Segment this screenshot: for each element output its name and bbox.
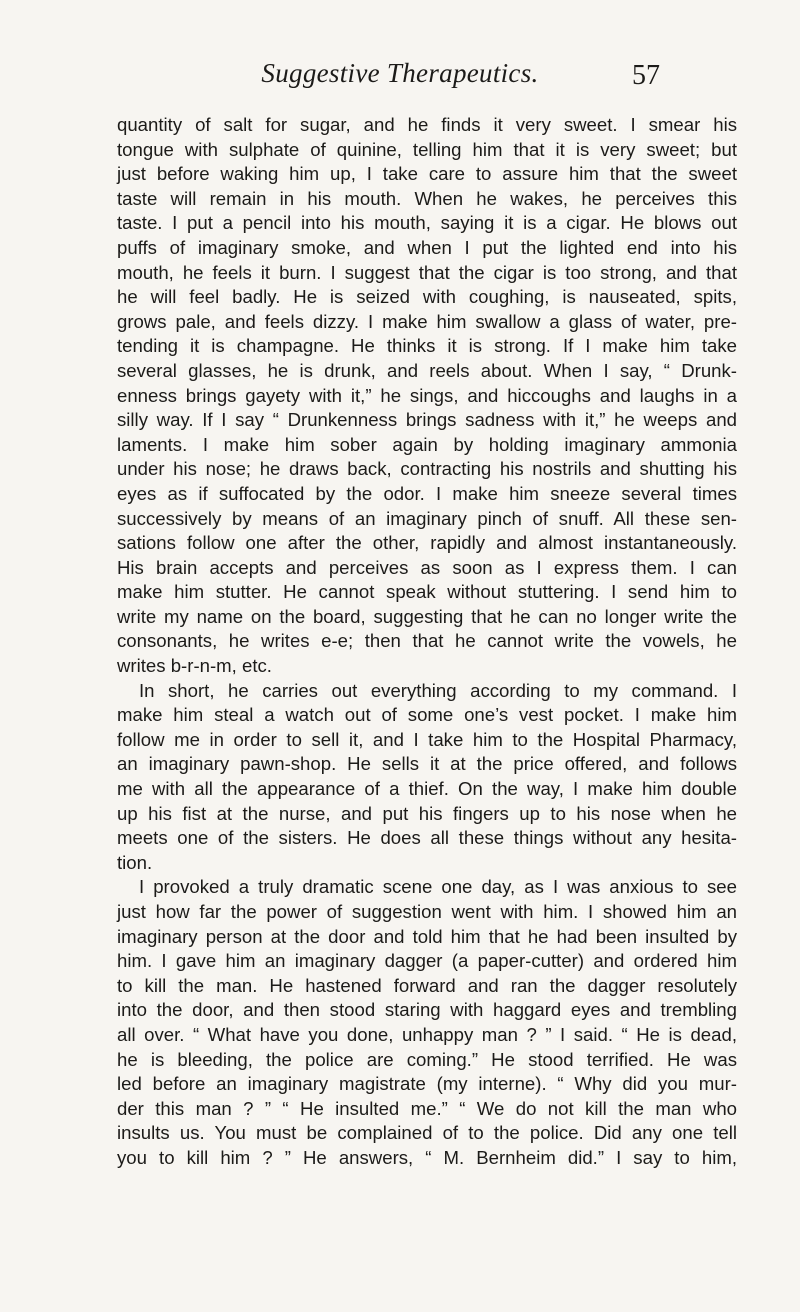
text-line: to kill the man. He hastened forward and ran the dagger resolutely xyxy=(117,974,737,996)
text-line: he will feel badly. He is seized with coughing, is nauseated, spits, xyxy=(117,286,737,308)
text-line: tongue with sulphate of quinine, telling him that it is very sweet; but xyxy=(117,138,737,160)
text-line: taste. I put a pencil into his mouth, saying it is a cigar. He blows out xyxy=(117,212,737,234)
text-line: follow me in order to sell it, and I take him to the Hospital Pharmacy, xyxy=(117,728,737,750)
text-line: into the door, and then stood staring with haggard eyes and trembling xyxy=(117,999,737,1021)
text-line: laments. I make him sober again by holding imaginary ammonia xyxy=(117,433,737,455)
text-line: taste will remain in his mouth. When he wakes, he perceives this xyxy=(117,187,737,209)
text-line: you to kill him ? ” He answers, “ M. Bernheim did.” I say to him, xyxy=(117,1146,737,1168)
paragraph xyxy=(117,113,737,679)
text-line: write my name on the board, suggesting that he can no longer write the xyxy=(117,605,737,627)
text-line: he is bleeding, the police are coming.” He stood terrified. He was xyxy=(117,1048,737,1070)
text-line: him. I gave him an imaginary dagger (a paper-cutter) and ordered him xyxy=(117,950,737,972)
text-line: tending it is champagne. He thinks it is strong. If I make him take xyxy=(117,335,737,357)
text-line: several glasses, he is drunk, and reels about. When I say, “ Drunk- xyxy=(117,359,737,381)
text-line: imaginary person at the door and told him that he had been insulted by xyxy=(117,925,737,947)
text-line: quantity of salt for sugar, and he finds it very sweet. I smear his xyxy=(117,114,737,135)
text-line: sations follow one after the other, rapidly and almost instantaneously. xyxy=(117,532,737,554)
text-line: writes b-r-n-m, etc. xyxy=(117,655,272,677)
page-number: 57 xyxy=(632,60,660,91)
text-line: meets one of the sisters. He does all these things without any hesita- xyxy=(117,827,737,849)
text-line: insults us. You must be complained of to the police. Did any one tell xyxy=(117,1122,737,1144)
text-line: up his fist at the nurse, and put his fingers up to his nose when he xyxy=(117,802,737,824)
text-line: make him stutter. He cannot speak without stuttering. I send him to xyxy=(117,581,737,603)
text-line: just before waking him up, I take care to assure him that the sweet xyxy=(117,163,737,185)
text-line: under his nose; he draws back, contracting his nostrils and shutting his xyxy=(117,458,737,480)
body-text xyxy=(117,113,737,1171)
text-line: silly way. If I say “ Drunkenness brings sadness with it,” he weeps and xyxy=(117,409,737,431)
text-line: me with all the appearance of a thief. On the way, I make him double xyxy=(117,778,737,800)
text-line: His brain accepts and perceives as soon as I express them. I can xyxy=(117,556,737,578)
text-line: I provoked a truly dramatic scene one day, as I was anxious to see xyxy=(139,876,737,898)
text-line: an imaginary pawn-shop. He sells it at the price offered, and follows xyxy=(117,753,737,775)
text-line: all over. “ What have you done, unhappy man ? ” I said. “ He is dead, xyxy=(117,1023,737,1045)
text-line: consonants, he writes e-e; then that he cannot write the vowels, he xyxy=(117,630,737,652)
running-title: Suggestive Therapeutics. xyxy=(261,58,539,88)
text-line: successively by means of an imaginary pinch of snuff. All these sen- xyxy=(117,507,737,529)
text-line: mouth, he feels it burn. I suggest that the cigar is too strong, and that xyxy=(117,261,737,283)
text-line: In short, he carries out everything according to my command. I xyxy=(139,679,737,701)
text-line: make him steal a watch out of some one’s vest pocket. I make him xyxy=(117,704,737,726)
text-line: just how far the power of suggestion went with him. I showed him an xyxy=(117,901,737,922)
paragraph xyxy=(117,679,737,876)
text-line: eyes as if suffocated by the odor. I make him sneeze several times xyxy=(117,482,737,504)
paragraph xyxy=(117,875,737,1170)
text-line: puffs of imaginary smoke, and when I put the lighted end into his xyxy=(117,236,737,258)
text-line: tion. xyxy=(117,851,153,873)
text-line: grows pale, and feels dizzy. I make him swallow a glass of water, pre- xyxy=(117,310,737,332)
text-line: led before an imaginary magistrate (my interne). “ Why did you mur- xyxy=(117,1073,737,1095)
text-line: der this man ? ” “ He insulted me.” “ We do not kill the man who xyxy=(117,1097,737,1119)
text-line: enness brings gayety with it,” he sings, and hiccoughs and laughs in a xyxy=(117,384,737,406)
